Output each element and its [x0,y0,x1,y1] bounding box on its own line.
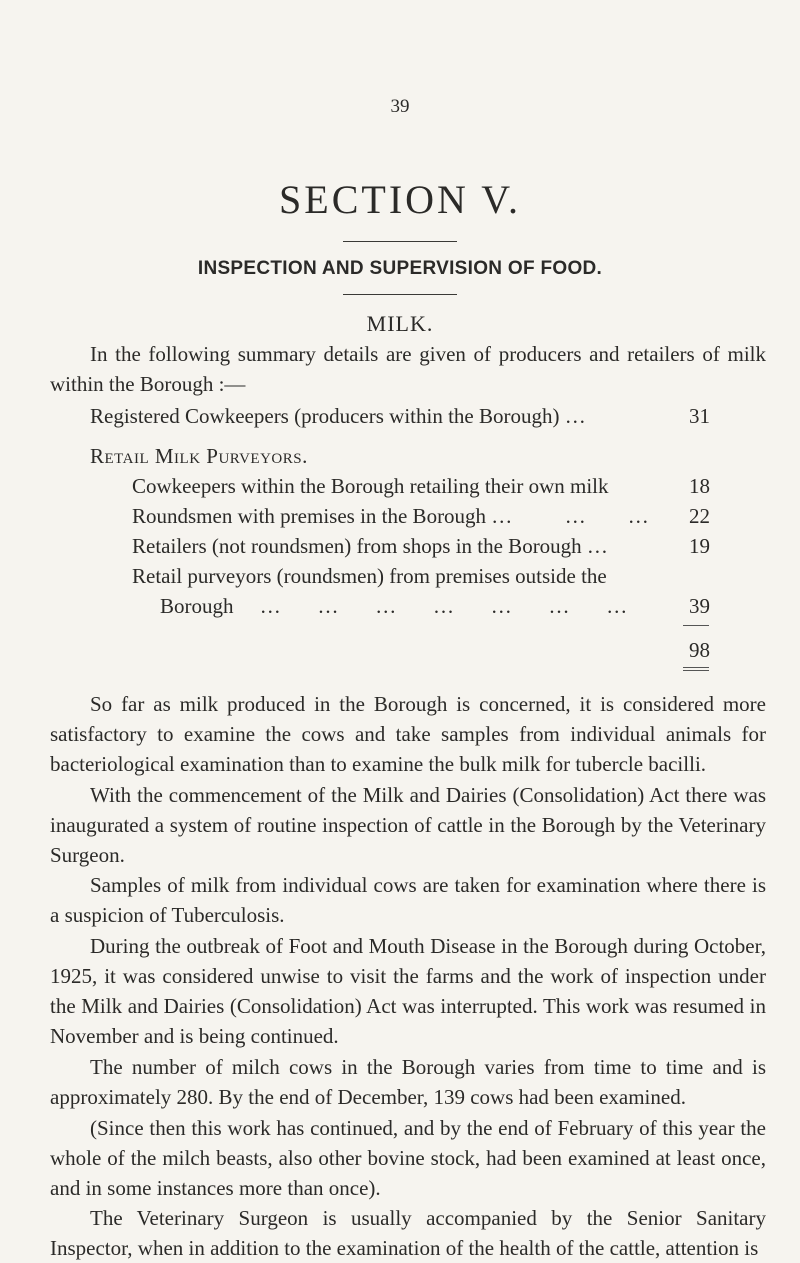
summary-value: 39 [689,594,710,618]
summary-value: 19 [689,534,710,558]
body-paragraph: The number of milch cows in the Borough varies from time to time and is approximately 280. By the end of December, 139 cows had been examined. [50,1055,766,1109]
summary-label: Roundsmen with premises in the Borough … … … [132,504,649,528]
summary-row [132,501,710,531]
sum-rule [683,625,709,626]
summary-value: 18 [689,474,710,498]
summary-label: Borough … … … … … … … [160,594,628,618]
summary-row [132,471,710,501]
total-double-rule-bottom [683,670,709,671]
summary-row-registered [90,401,710,431]
summary-row-continued [160,591,710,621]
body-paragraph: So far as milk produced in the Borough is concerned, it is considered more satisfactory to examine the cows and take samples from individual animals for bacteriological examination than to examine the bulk milk for tubercle bacilli. [50,692,766,776]
summary-row [132,561,710,591]
summary-row [132,531,710,561]
total-double-rule-top [683,667,709,668]
summary-label: Retail purveyors (roundsmen) from premises outside the [132,564,607,588]
summary-value: 31 [689,404,710,428]
section-title: SECTION V. [279,177,521,222]
subheading: INSPECTION AND SUPERVISION OF FOOD. [197,258,603,279]
body-paragraph: The Veterinary Surgeon is usually accompanied by the Senior Sanitary Inspector, when in addition to the examination of the health of the cattle, attention is [50,1206,766,1260]
summary-total: 98 [689,638,710,662]
body-paragraph: (Since then this work has continued, and by the end of February of this year the whole of the milch beasts, also other bovine stock, had been examined at least once, and in some instances more than once). [50,1116,766,1200]
milk-heading: MILK. [366,311,434,336]
body-paragraph: During the outbreak of Foot and Mouth Disease in the Borough during October, 1925, it was considered unwise to visit the farms and the work of inspection under the Milk and Dairies (Consolidation) Act was interrupted. This work was resumed in November and is being continued. [50,934,766,1048]
retail-heading: Retail Milk Purveyors. [90,444,308,468]
title-divider [343,241,457,242]
body-paragraph: Samples of milk from individual cows are taken for examination where there is a suspicion of Tuberculosis. [50,873,766,927]
summary-label: Registered Cowkeepers (producers within the Borough) … [90,404,586,428]
body-paragraph: With the commencement of the Milk and Dairies (Consolidation) Act there was inaugurated a system of routine inspection of cattle in the Borough by the Veterinary Surgeon. [50,783,766,867]
subheading-divider [343,294,457,295]
intro-paragraph: In the following summary details are given of producers and retailers of milk within the Borough :— [50,342,766,396]
summary-label: Retailers (not roundsmen) from shops in the Borough … [132,534,608,558]
page-number: 39 [390,96,410,117]
summary-label: Cowkeepers within the Borough retailing their own milk [132,474,609,498]
summary-value: 22 [689,504,710,528]
